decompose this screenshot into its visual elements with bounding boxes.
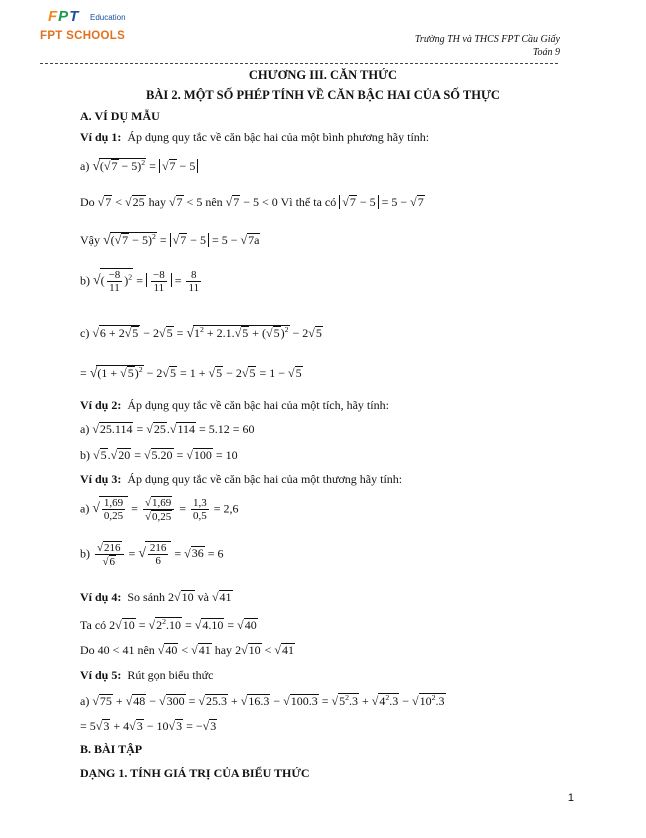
ex1-hay: hay — [148, 195, 166, 209]
ex5-a-result: = 5√3 + 4√3 − 10√3 = −√3 — [80, 719, 217, 733]
ex1-explain: Do √7 < √25 hay √7 < 5 nên √7 − 5 < 0 Vì thế ta có √7 − 5 = 5 − √7 — [80, 195, 424, 209]
chapter-title: CHƯƠNG III. CĂN THỨC — [248, 68, 398, 82]
ex1-b-formula: b) √( $\frac{-8}{11}$ )$^2$ = $\frac{-8}{11}$ = $\frac{8}{11}$ — [80, 269, 200, 295]
ex1-c-label: c) — [80, 326, 90, 340]
ex4-va: và — [197, 590, 209, 604]
ex2-label: Ví dụ 2: — [80, 398, 122, 412]
page-number: 1 — [567, 792, 574, 804]
section-b-heading: B. BÀI TẬP — [80, 742, 143, 756]
subject-name: Toán 9 — [532, 47, 560, 58]
fpt-logo — [40, 8, 150, 48]
ex1-do: Do — [80, 195, 95, 209]
ex4-hay: hay — [214, 643, 233, 657]
ex3-b-label: b) — [80, 546, 90, 561]
header-divider — [40, 63, 558, 64]
fpt-logo-mark — [48, 8, 79, 25]
ex2-a-label: a) — [80, 422, 90, 436]
ex2-statement — [80, 398, 389, 413]
logo-letter-f: F — [48, 8, 59, 25]
ex3-a-label: a) — [80, 501, 90, 516]
ex1-vay: Vậy — [80, 233, 100, 247]
dang1-heading: DẠNG 1. TÍNH GIÁ TRỊ CỦA BIỂU THỨC — [80, 766, 310, 780]
ex5-label: Ví dụ 5: — [80, 668, 122, 682]
ex4-statement: Ví dụ 4: So sánh 2√10 và √41 — [80, 590, 232, 604]
ex1-nen: nên — [205, 195, 223, 209]
ex1-conclusion: Vậy $√(√7 - 5)^2 = √7 - 5 = 5 - √7a$ — [80, 232, 260, 247]
ex2-b-label: b) — [80, 448, 90, 462]
ex4-text: So sánh — [127, 590, 166, 604]
ex1-a-label: a) — [80, 159, 90, 173]
ex5-text: Rút gọn biểu thức — [127, 668, 214, 682]
ex5-statement — [80, 668, 214, 683]
ex1-statement — [80, 130, 429, 145]
ex4-taco: Ta có — [80, 618, 107, 632]
ex3-a-formula: a) √ $\frac{1,69}{0,25}$ = $\frac{√1,69}{√0,25}$ = $\frac{1,3}{0,5}$ = 2,6 — [80, 497, 239, 524]
logo-letter-p: P — [58, 8, 70, 25]
section-a-heading: A. VÍ DỤ MẪU — [80, 109, 160, 123]
ex3-label: Ví dụ 3: — [80, 472, 122, 486]
ex4-step1: Ta có $2√10 = √2^2.10 = √4.10 = √40$ — [80, 617, 257, 632]
ex2-a-formula: a) √25.114 = √25.√114 = 5.12 = 60 — [80, 422, 255, 436]
ex4-step2: Do 40 < 41 nên √40 < √41 hay 2√10 < √41 — [80, 643, 295, 657]
logo-letter-t: T — [69, 8, 80, 25]
school-name: Trường TH và THCS FPT Cầu Giấy — [414, 34, 560, 45]
ex1-text: Áp dụng quy tắc về căn bậc hai của một bình phương hãy tính: — [127, 130, 430, 144]
ex1-c-result: = $√(1 + √5)^2 - 2√5 = 1 + √5 - 2√5 = 1 - √5$ — [80, 365, 302, 380]
ex5-a-label: a) — [80, 694, 90, 708]
ex5-a-formula: a) $√75 + √48 - √300 = √25.3 + √16.3 - √100.3 = √5^2.3 + √4^2.3 - √10^2.3$ — [80, 693, 445, 708]
ex1-label: Ví dụ 1: — [80, 130, 122, 144]
ex4-label: Ví dụ 4: — [80, 590, 122, 604]
ex4-do: Do — [80, 643, 95, 657]
ex1-b-label: b) — [80, 273, 90, 288]
brand-name: FPT SCHOOLS — [40, 30, 126, 42]
logo-sub: Education — [90, 13, 126, 22]
ex2-text: Áp dụng quy tắc về căn bậc hai của một tích, hãy tính: — [127, 398, 389, 412]
ex3-text: Áp dụng quy tắc về căn bậc hai của một thương hãy tính: — [127, 472, 403, 486]
ex1-a-formula: a) $√(√7 - 5)^2 = √7 - 5$ — [80, 158, 198, 174]
ex2-b-formula: b) √5.√20 = √5.20 = √100 = 10 — [80, 448, 238, 462]
lesson-title: BÀI 2. MỘT SỐ PHÉP TÍNH VỀ CĂN BẬC HAI CỦA SỐ THỰC — [146, 88, 500, 102]
ex3-b-formula: b) $\frac{√216}{√6}$ = √ $\frac{216}{6}$ = √36 = 6 — [80, 542, 224, 569]
ex1-vithe: Vì thế ta có — [280, 195, 337, 209]
ex3-statement — [80, 472, 402, 487]
ex1-c-formula: c) $√6 + 2√5 - 2√5 = √1^2 + 2.1.√5 + (√5)^2 - 2√5$ — [80, 325, 322, 340]
ex4-nen: nên — [137, 643, 155, 657]
